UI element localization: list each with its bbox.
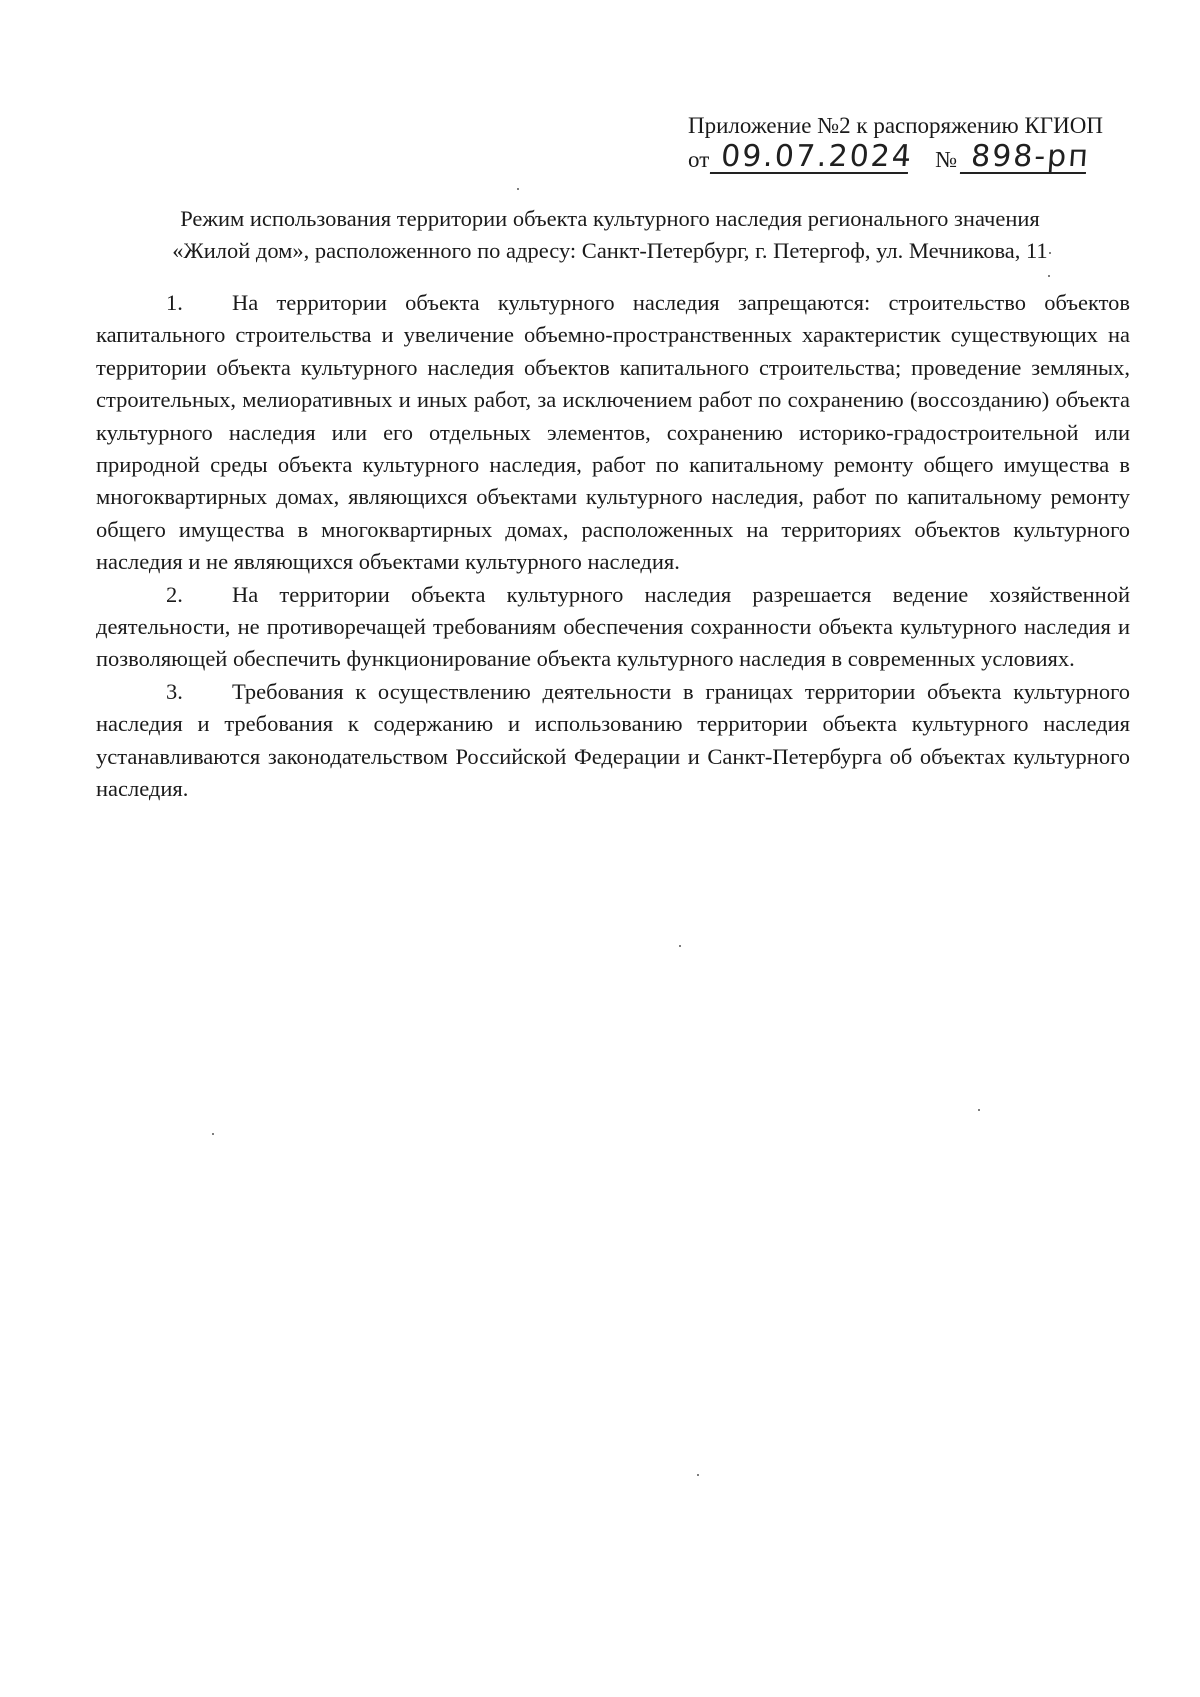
paragraph-2 xyxy=(96,579,1130,676)
paragraph-number: 1. xyxy=(166,290,183,315)
paragraph-number: 3. xyxy=(166,678,183,704)
scan-speck xyxy=(1048,275,1050,277)
document-body xyxy=(96,287,1130,806)
title-line-1: Режим использования территории объекта культурного наследия регионального значения xyxy=(180,206,1040,231)
scan-speck xyxy=(517,188,519,190)
appendix-date-number-line xyxy=(688,140,1128,174)
handwritten-order-number: 898-рп xyxy=(960,142,1088,174)
scan-speck xyxy=(1049,252,1051,254)
appendix-caption: Приложение №2 к распоряжению КГИОП xyxy=(688,113,1103,138)
scan-speck xyxy=(697,1474,699,1476)
paragraph-1 xyxy=(96,287,1130,579)
title-line-2: «Жилой дом», расположенного по адресу: Санкт-Петербург, г. Петергоф, ул. Мечникова, 11 xyxy=(172,238,1048,263)
number-sign: № xyxy=(935,147,958,172)
appendix-header xyxy=(688,112,1128,174)
date-prefix: от xyxy=(688,147,710,172)
paragraph-number: 2. xyxy=(166,581,183,607)
paragraph-text: На территории объекта культурного наследия разрешается ведение хозяйственной деятельности, не противоречащей требованиям обеспечения сохранности объекта культурного наследия и позволяющей обеспечить функционирование объекта культурного наследия в современных условиях. xyxy=(96,581,1130,672)
scan-speck xyxy=(978,1109,980,1111)
handwritten-date: 09.07.2024 xyxy=(710,142,910,174)
scan-speck xyxy=(679,945,681,947)
document-title xyxy=(110,203,1110,267)
paragraph-3 xyxy=(96,676,1130,806)
paragraph-text: На территории объекта культурного наследия запрещаются: строительство объектов капитального строительства и увеличение объемно-пространственных характеристик существующих на территории объекта культурного наследия объектов капитального строительства; проведение земляных, строительных, мелиоративных и иных работ, за исключением работ по сохранению (воссозданию) объекта культурного наследия или его отдельных элементов, сохранению историко-градостроительной или природной среды объекта культурного наследия, работ по капитальному ремонту общего имущества в многоквартирных домах, являющихся объектами культурного наследия, работ по капитальному ремонту общего имущества в многоквартирных домах, расположенных на территориях объектов культурного наследия и не являющихся объектами культурного наследия. xyxy=(96,290,1130,575)
scan-speck xyxy=(212,1133,214,1135)
paragraph-text: Требования к осуществлению деятельности в границах территории объекта культурного наследия и требования к содержанию и использованию территории объекта культурного наследия устанавливаются законодательством Российской Федерации и Санкт-Петербурга об объектах культурного наследия. xyxy=(96,678,1130,802)
